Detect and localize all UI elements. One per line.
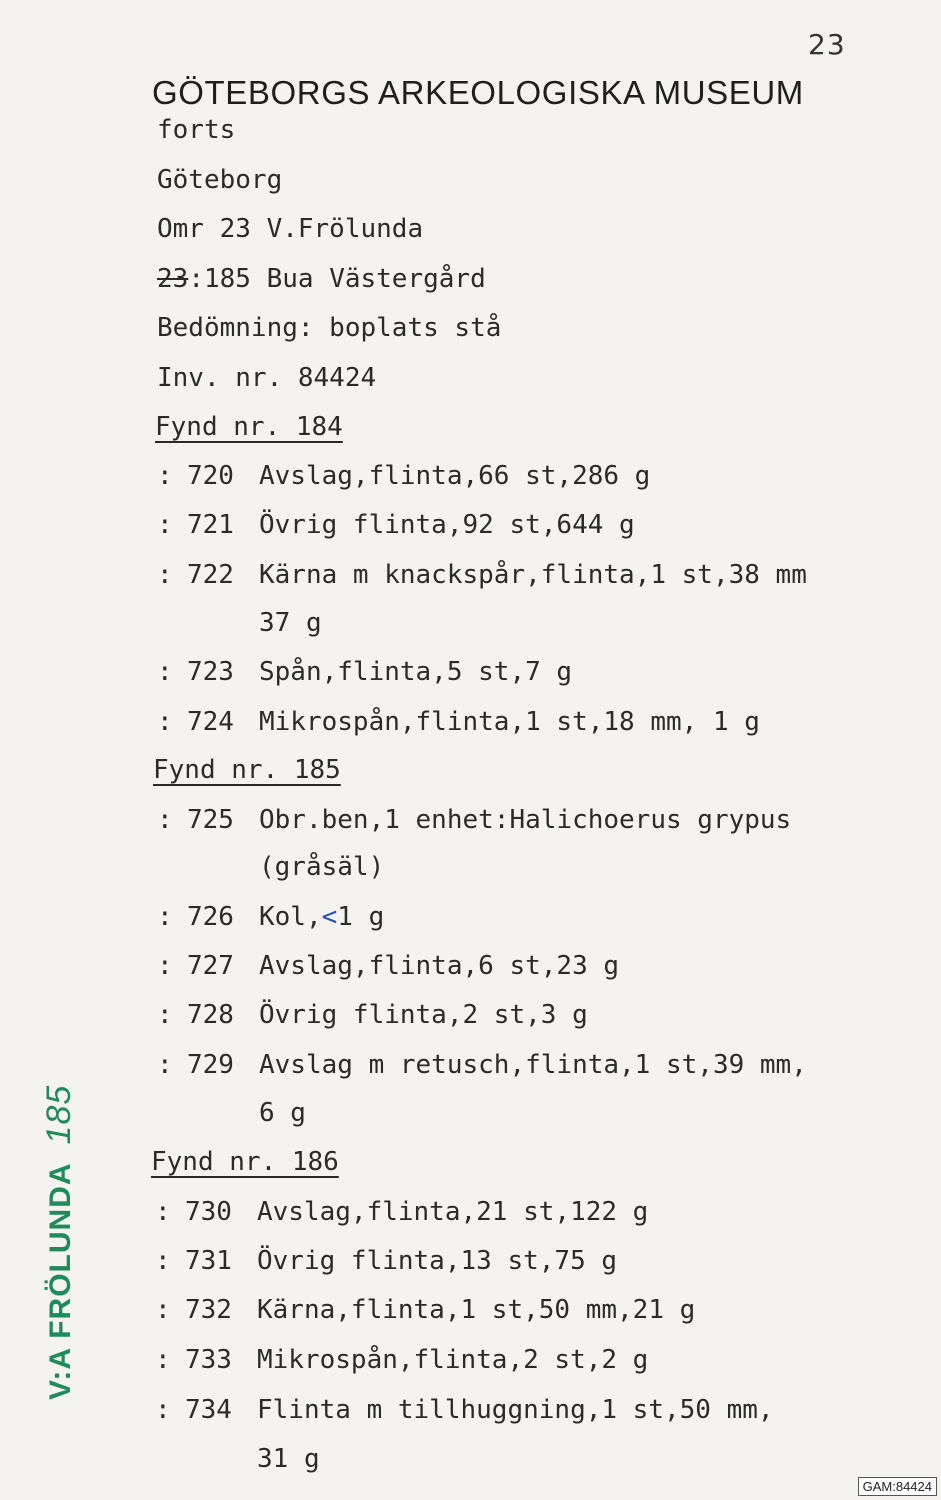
colon: :	[155, 1197, 171, 1227]
find-entry	[155, 1197, 648, 1227]
entry-number: 730	[185, 1197, 232, 1227]
colon: :	[155, 1395, 171, 1425]
find-entry	[157, 560, 807, 590]
assessment-line: Bedömning: boplats stå	[157, 313, 502, 343]
entry-text: Övrig flinta,13 st,75 g	[257, 1246, 618, 1276]
entry-number: 721	[187, 510, 234, 540]
entry-continuation: (gråsäl)	[259, 852, 385, 882]
entry-number: 726	[187, 902, 234, 932]
side-location-label	[40, 1085, 79, 1400]
find-entry	[157, 1050, 807, 1080]
colon: :	[157, 707, 173, 737]
find-entry	[157, 951, 619, 981]
entry-number: 729	[187, 1050, 234, 1080]
entry-text: Övrig flinta,92 st,644 g	[259, 510, 635, 540]
entry-number: 724	[187, 707, 234, 737]
find-entry	[157, 707, 760, 737]
catalog-stamp: GAM:84424	[858, 1477, 937, 1496]
entry-text: Avslag,flinta,21 st,122 g	[257, 1197, 649, 1227]
entry-number: 722	[187, 560, 234, 590]
find-entry	[157, 461, 650, 491]
entry-number: 725	[187, 805, 234, 835]
colon: :	[155, 1295, 171, 1325]
colon: :	[157, 657, 173, 687]
find-entry	[155, 1345, 648, 1375]
area-line: Omr 23 V.Frölunda	[157, 214, 424, 244]
entry-text: Avslag,flinta,66 st,286 g	[259, 461, 651, 491]
find-entry	[157, 657, 572, 687]
find-entry	[157, 510, 635, 540]
colon: :	[155, 1345, 171, 1375]
entry-text: Kol,	[259, 902, 322, 932]
site-name: :185 Bua Västergård	[188, 264, 486, 294]
colon: :	[157, 510, 173, 540]
entry-number: 732	[185, 1295, 232, 1325]
find-heading-185: Fynd nr. 185	[153, 755, 341, 785]
handwritten-number: 185	[40, 1084, 78, 1145]
entry-text: Flinta m tillhuggning,1 st,50 mm,	[257, 1395, 774, 1425]
handwritten-less-than: <	[321, 902, 338, 932]
find-entry	[157, 902, 384, 932]
entry-number: 728	[187, 1000, 234, 1030]
colon: :	[157, 461, 173, 491]
location-stamp-text: V:A FRÖLUNDA	[44, 1162, 77, 1400]
find-entry	[155, 1246, 617, 1276]
site-struck-number: 23	[157, 264, 189, 294]
entry-continuation: 6 g	[259, 1098, 306, 1128]
entry-number: 734	[185, 1395, 232, 1425]
forts-line: forts	[157, 115, 236, 145]
colon: :	[157, 805, 173, 835]
find-heading-186: Fynd nr. 186	[151, 1147, 339, 1177]
entry-continuation: 37 g	[259, 608, 322, 638]
colon: :	[157, 902, 173, 932]
page-number: 23	[808, 28, 846, 61]
entry-text: Mikrospån,flinta,1 st,18 mm, 1 g	[259, 707, 760, 737]
find-entry	[157, 1000, 588, 1030]
find-entry	[155, 1295, 695, 1325]
museum-title: GÖTEBORGS ARKEOLOGISKA MUSEUM	[152, 74, 804, 111]
entry-text: 1 g	[337, 902, 385, 932]
entry-text: Spån,flinta,5 st,7 g	[259, 657, 573, 687]
entry-text: Kärna,flinta,1 st,50 mm,21 g	[257, 1295, 696, 1325]
entry-number: 731	[185, 1246, 232, 1276]
entry-text: Avslag,flinta,6 st,23 g	[259, 951, 620, 981]
entry-number: 723	[187, 657, 234, 687]
entry-text: Obr.ben,1 enhet:Halichoerus grypus	[259, 805, 792, 835]
entry-number: 720	[187, 461, 234, 491]
colon: :	[155, 1246, 171, 1276]
entry-number: 727	[187, 951, 234, 981]
entry-number: 733	[185, 1345, 232, 1375]
entry-text: Mikrospån,flinta,2 st,2 g	[257, 1345, 649, 1375]
find-entry	[155, 1395, 774, 1425]
inventory-line: Inv. nr. 84424	[157, 363, 377, 393]
entry-text: Övrig flinta,2 st,3 g	[259, 1000, 588, 1030]
entry-text: Kärna m knackspår,flinta,1 st,38 mm	[259, 560, 807, 590]
entry-text: Avslag m retusch,flinta,1 st,39 mm,	[259, 1050, 807, 1080]
colon: :	[157, 1000, 173, 1030]
colon: :	[157, 1050, 173, 1080]
find-heading-184: Fynd nr. 184	[155, 412, 343, 442]
find-entry	[157, 805, 791, 835]
entry-continuation: 31 g	[257, 1444, 320, 1474]
colon: :	[157, 951, 173, 981]
colon: :	[157, 560, 173, 590]
city-line: Göteborg	[157, 165, 283, 195]
site-line	[157, 264, 486, 294]
